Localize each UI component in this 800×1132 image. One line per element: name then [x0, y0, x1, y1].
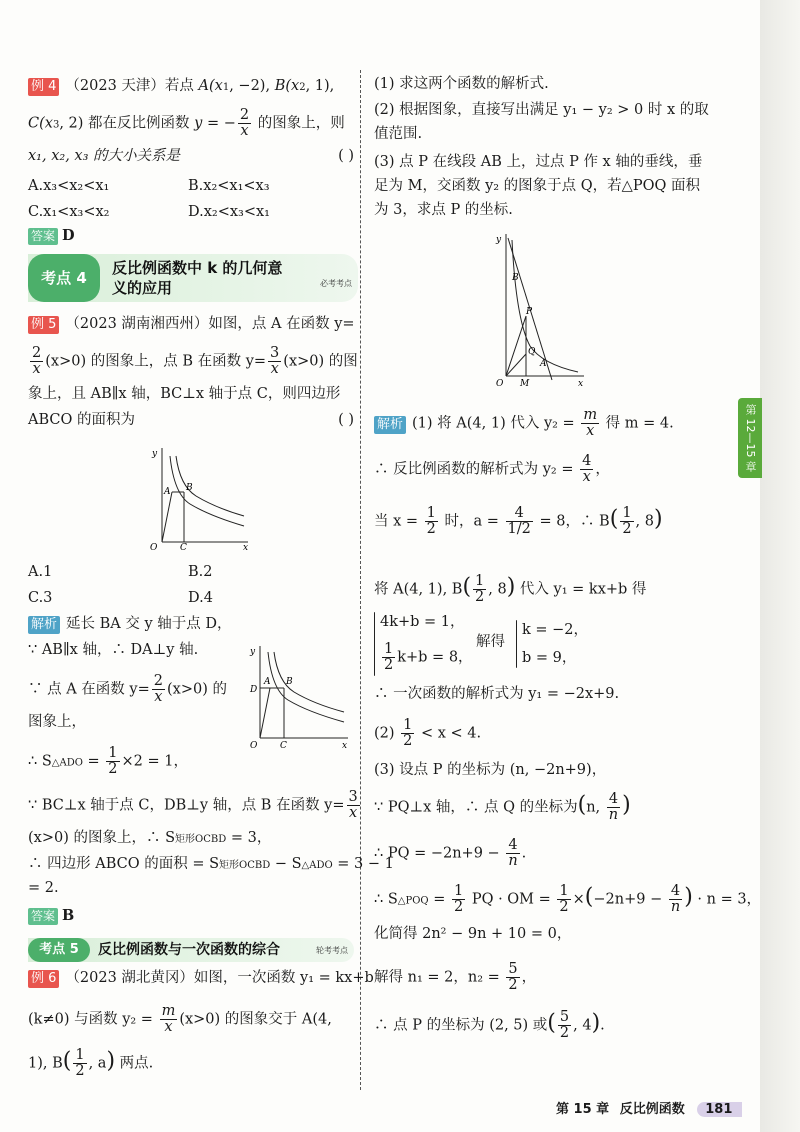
answer-paren: ( ): [338, 412, 354, 428]
r-line-4: 将 A(4, 1), B( $\frac{1}{2}$ , 8) 代入 y₁ = kx+b 得: [374, 573, 647, 605]
chapter-side-tab: 第 12—15 章: [738, 398, 762, 478]
r-line-11: ∴ S△POQ = $\frac{1}{2}$ PQ · OM = $\frac{1}{2}$ ×(−2n+9 − $\frac{4}{n}$ ) · n = 3，: [374, 883, 762, 915]
ex4-option-a: A.x₃<x₂<x₁: [28, 178, 110, 194]
ex6-figure: [490, 230, 590, 392]
frequency-note: 轮考考点: [316, 946, 348, 955]
ex5-option-a: A.1: [28, 564, 53, 580]
ex5-answer: 答案 B: [28, 906, 74, 926]
fig-label-a: A: [164, 487, 171, 497]
fraction: $\frac{4}{x}$: [582, 453, 592, 485]
ex6-line-3: 1), B( $\frac{1}{2}$ , a) 两点.: [28, 1047, 154, 1079]
r-line-2: ∴ 反比例函数的解析式为 y₂ = $\frac{4}{x}$ ，: [374, 453, 610, 485]
analysis-tag: 解析: [374, 416, 406, 434]
fig-label-x: x: [342, 741, 348, 751]
ex6-line-1: 例 6 （2023 湖北黄冈）如图，一次函数 y₁ = kx+b: [28, 968, 374, 988]
section-header-kd4: [28, 254, 358, 302]
fig-label-a: A: [264, 677, 271, 687]
ex4-line-2: C(x3, 2) 都在反比例函数 y = − $\frac{2}{x}$ 的图象上，则: [28, 107, 345, 139]
fraction: $\frac{3}{x}$: [270, 345, 280, 377]
r-line-9: ∵ PQ⊥x 轴，∴ 点 Q 的坐标为(n, $\frac{4}{n}$ ): [374, 791, 631, 823]
fig-label-a: A: [540, 359, 547, 369]
answer-paren: ( ): [338, 148, 354, 164]
example-tag: 例 5: [28, 316, 59, 334]
r-line-5-b: $\frac{1}{2}$ k+b = 8，: [384, 641, 473, 673]
solution-brace: [516, 620, 517, 668]
fraction: $\frac{1}{2}$: [559, 883, 569, 915]
footer-chapter: 第 15 章: [556, 1102, 610, 1117]
ex5-line-1: 例 5 （2023 湖南湘西州）如图，点 A 在函数 y=: [28, 314, 355, 334]
ex5-solution-1: 解析 延长 BA 交 y 轴于点 D，: [28, 614, 232, 634]
fraction: $\frac{5}{2}$: [559, 1009, 570, 1041]
fraction: $\frac{m}{x}$: [583, 407, 598, 439]
fig-label-q: Q: [528, 347, 536, 357]
fig-label-c: C: [180, 543, 187, 552]
q3-cont2: 为 3，求点 P 的坐标.: [374, 202, 513, 218]
ex4-option-d: D.x₂<x₃<x₁: [188, 204, 270, 220]
ex4-option-c: C.x₁<x₃<x₂: [28, 204, 110, 220]
ex5-solution-6: ∵ BC⊥x 轴于点 C，DB⊥y 轴，点 B 在函数 y= $\frac{3}{x}$: [28, 789, 358, 821]
r-line-5-bval: b = 9，: [522, 650, 577, 666]
fig-label-p: P: [526, 307, 533, 317]
r-line-14: ∴ 点 P 的坐标为 (2, 5) 或( $\frac{5}{2}$ , 4).: [374, 1009, 605, 1041]
q3: (3) 点 P 在线段 AB 上，过点 P 作 x 轴的垂线，垂: [374, 154, 703, 170]
r-line-8: (3) 设点 P 的坐标为 (n, −2n+9)，: [374, 762, 607, 778]
fraction: $\frac{3}{x}$: [348, 789, 358, 821]
section-title: 反比例函数与一次函数的综合: [98, 942, 280, 958]
answer-tag: 答案: [28, 228, 58, 245]
fraction: $\frac{2}{x}$: [153, 673, 163, 705]
fig-label-b: B: [186, 483, 193, 493]
ex5-line-3: 象上，且 AB∥x 轴，BC⊥x 轴于点 C，则四边形: [28, 386, 341, 402]
frequency-note: 必考考点: [320, 279, 352, 288]
section-title: 反比例函数中 k 的几何意 义的应用: [112, 259, 283, 297]
system-brace: [374, 612, 375, 676]
r-line-7: (2) $\frac{1}{2}$ < x < 4.: [374, 717, 482, 749]
ex5-line-4: ABCO 的面积为 ( ): [28, 412, 354, 428]
ex4-answer: 答案 D: [28, 226, 75, 246]
fig-label-o: O: [150, 543, 158, 552]
fig-label-m: M: [520, 379, 530, 389]
r-line-3: 当 x = $\frac{1}{2}$ 时，a = $\frac{4}{1/2}$ = 8，∴ B( $\frac{1}{2}$ , 8): [374, 505, 663, 537]
ex4-option-b: B.x₂<x₁<x₃: [188, 178, 270, 194]
answer-tag: 答案: [28, 908, 58, 925]
r-line-5-a: 4k+b = 1，: [380, 614, 465, 630]
q3-cont: 足为 M，交函数 y₂ 的图象于点 Q，若△POQ 面积: [374, 178, 700, 194]
fraction: $\frac{1}{2}$: [403, 717, 413, 749]
ex5-solution-3: ∵ 点 A 在函数 y= $\frac{2}{x}$ (x>0) 的: [28, 673, 227, 705]
q2: (2) 根据图象，直接写出满足 y₁ − y₂ > 0 时 x 的取: [374, 102, 709, 118]
ex4-line-1: 例 4 （2023 天津）若点 A(x1, −2), B(x2, 1),: [28, 76, 334, 98]
r-line-5-solve: 解得: [476, 634, 505, 650]
ex5-solution-5: ∴ S△ADO = $\frac{1}{2}$ ×2 = 1，: [28, 745, 188, 777]
r-line-5-k: k = −2，: [522, 622, 589, 638]
fig-label-y: y: [250, 647, 256, 657]
fig-label-x: x: [243, 543, 249, 552]
section-pill: 考点 5: [28, 938, 90, 962]
ex5-solution-8: ∴ 四边形 ABCO 的面积 = S矩形OCBD − S△ADO = 3 − 1: [28, 856, 394, 872]
r-line-1: 解析 (1) 将 A(4, 1) 代入 y₂ = $\frac{m}{x}$ 得 m = 4.: [374, 408, 674, 439]
ex5-option-b: B.2: [188, 564, 213, 580]
ex5-solution-figure: [238, 640, 350, 752]
analysis-tag: 解析: [28, 616, 60, 634]
fraction: $\frac{2}{x}$: [239, 107, 250, 139]
fraction: $\frac{1}{2}$: [426, 505, 436, 537]
fraction: $\frac{m}{x}$: [161, 1003, 176, 1035]
fraction: $\frac{4}{n}$: [670, 883, 681, 915]
ex5-figure: [140, 442, 252, 552]
example-tag: 例 4: [28, 78, 59, 96]
fraction: $\frac{1}{2}$: [75, 1047, 85, 1079]
q1: (1) 求这两个函数的解析式.: [374, 76, 549, 92]
fig-label-o: O: [496, 379, 504, 389]
fig-label-o: O: [250, 741, 258, 751]
fraction: $\frac{4}{n}$: [508, 837, 518, 869]
ex5-solution-2: ∵ AB∥x 轴，∴ DA⊥y 轴.: [28, 642, 199, 658]
page-edge: [760, 0, 800, 1132]
r-line-13: 解得 n₁ = 2，n₂ = $\frac{5}{2}$ ，: [374, 961, 537, 993]
r-line-10: ∴ PQ = −2n+9 − $\frac{4}{n}$ .: [374, 837, 527, 869]
fig-label-b: B: [286, 677, 293, 687]
fig-label-y: y: [496, 235, 502, 245]
ex5-option-c: C.3: [28, 590, 53, 606]
r-line-12: 化简得 2n² − 9n + 10 = 0，: [374, 926, 572, 942]
ex5-solution-9: = 2.: [28, 880, 59, 896]
fraction: $\frac{1}{2}$: [622, 505, 632, 537]
example-tag: 例 6: [28, 970, 59, 988]
fraction: $\frac{1}{2}$: [453, 883, 464, 915]
ex5-line-2: $\frac{2}{x}$ (x>0) 的图象上，点 B 在函数 y= $\frac{3}{x}$ (x>0) 的图: [32, 345, 358, 377]
section-header-kd5: [28, 938, 354, 962]
fraction: $\frac{2}{x}$: [32, 345, 42, 377]
column-divider: [360, 70, 361, 1090]
r-line-6: ∴ 一次函数的解析式为 y₁ = −2x+9.: [374, 686, 620, 702]
fig-label-c: C: [280, 741, 287, 751]
fraction: $\frac{1}{2}$: [108, 745, 118, 777]
footer-title: 反比例函数: [619, 1102, 685, 1117]
fig-label-b: B: [512, 273, 519, 283]
page-number: 181: [697, 1102, 742, 1117]
q2-cont: 值范围.: [374, 126, 423, 142]
fraction: $\frac{4}{1/2}$: [507, 505, 531, 537]
page-footer: [556, 1098, 742, 1117]
fraction: $\frac{1}{2}$: [384, 641, 394, 673]
fig-label-d: D: [250, 685, 258, 695]
ex4-line-3: x₁, x₂, x₃ 的大小关系是 ( ): [28, 148, 354, 164]
ex5-option-d: D.4: [188, 590, 213, 606]
fig-label-y: y: [152, 449, 158, 459]
ex5-solution-7: (x>0) 的图象上，∴ S矩形OCBD = 3，: [28, 830, 272, 846]
fraction: $\frac{5}{2}$: [508, 961, 518, 993]
section-pill: 考点 4: [28, 254, 100, 302]
ex6-line-2: (k≠0) 与函数 y₂ = $\frac{m}{x}$ (x>0) 的图象交于 A(4,: [28, 1003, 332, 1035]
ex5-solution-4: 图象上，: [28, 714, 86, 730]
fraction: $\frac{4}{n}$: [608, 791, 619, 823]
fig-label-x: x: [578, 379, 584, 389]
fraction: $\frac{1}{2}$: [475, 573, 485, 605]
